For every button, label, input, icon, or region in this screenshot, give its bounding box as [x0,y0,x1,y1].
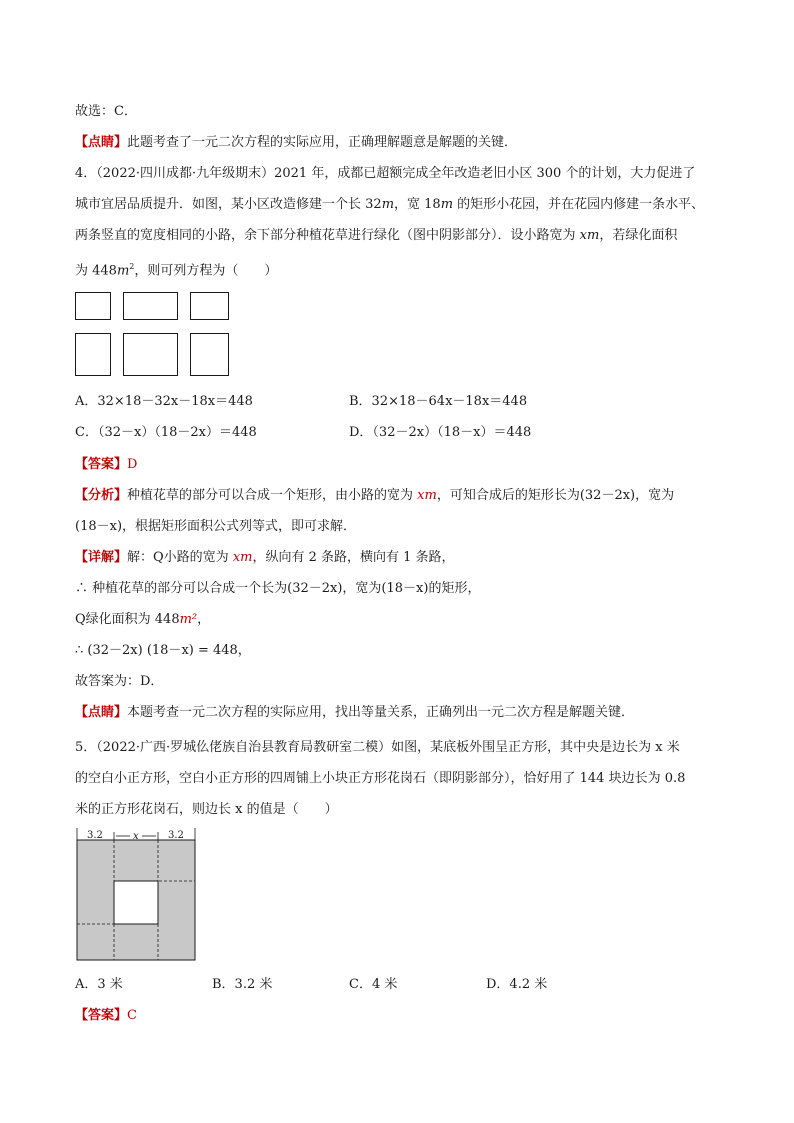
q4-stem-line3: 两条竖直的宽度相同的小路，余下部分种植花草进行绿化（图中阴影部分）．设小路宽为 xm，若绿化面积 [75,228,678,243]
garden-plot [190,333,229,376]
q5-stem-line3: 米的正方形花岗石，则边长 x 的值是（ ） [75,802,338,817]
label-right: 3.2 [168,830,184,841]
q5-option-a: A．3 米 [75,977,123,992]
q4-detail-line2: ∴ 种植花草的部分可以合成一个长为(32－2x)，宽为(18－x)的矩形， [75,581,481,596]
q4-conclusion: 故答案为：D． [75,674,164,689]
q4-option-a: A．32×18－32x－18x＝448 [75,394,253,409]
garden-plot [75,333,111,376]
q5-option-d: D．4.2 米 [486,977,548,992]
inner-blank-square [114,881,158,924]
q5-answer: 【答案】C [75,1008,137,1023]
q3-conclusion: 故选：C． [75,104,137,119]
q4-stem-line1: 4．（2022·四川成都·九年级期末）2021 年，成都已超额完成全年改造老旧小区 300 个的计划，大力促进了 [75,166,696,181]
dianjing-text: 此题考查了一元二次方程的实际应用，正确理解题意是解题的关键． [127,135,518,150]
garden-plot [190,292,229,320]
q4-analysis-line1: 【分析】种植花草的部分可以合成一个矩形，由小路的宽为 xm，可知合成后的矩形长为(32－2x)，宽为 [75,488,675,503]
q4-dianjing: 【点睛】本题考查一元二次方程的实际应用，找出等量关系，正确列出一元二次方程是解题关键． [75,705,635,720]
q5-stem-line1: 5．（2022·广西·罗城仫佬族自治县教育局教研室二模）如图，某底板外围呈正方形，其中央是边长为 x 米 [75,740,680,755]
q4-stem-line4: 为 $448m^2$，则可列方程为（ ） [75,262,278,279]
label-mid: x [133,831,139,842]
q4-stem-line2: 城市宜居品质提升．如图，某小区改造修建一个长 32m，宽 18m 的矩形小花园，并在花园内修建一条水平、 [75,197,705,212]
label-left: 3.2 [87,830,103,841]
q5-square-figure [74,828,198,964]
q4-detail-line3: Q绿化面积为 448m²， [75,612,211,627]
q4-analysis-line2: (18－x)，根据矩形面积公式列等式，即可求解． [75,519,357,534]
q3-dianjing [75,134,517,152]
q4-detail-line1: 【详解】解：Q小路的宽为 xm，纵向有 2 条路，横向有 1 条路， [75,550,455,565]
q5-option-b: B．3.2 米 [212,977,273,992]
q4-option-c: C．（32－x）（18－2x）＝448 [75,425,257,440]
q4-answer: 【答案】D [75,457,138,472]
q4-option-d: D．（32－2x）（18－x）＝448 [349,425,532,440]
q5-stem-line2: 的空白小正方形，空白小正方形的四周铺上小块正方形花岗石（即阴影部分），恰好用了 144 块边长为 0.8 [75,771,686,786]
q5-option-c: C．4 米 [349,977,398,992]
q4-option-b: B．32×18－64x－18x＝448 [349,394,528,409]
dianjing-label: 【点睛】 [75,135,128,150]
q4-detail-line4: ∴ (32－2x) (18－x) = 448， [75,643,251,658]
garden-plot [123,292,178,320]
garden-plot [75,292,111,320]
garden-plot [123,333,178,376]
